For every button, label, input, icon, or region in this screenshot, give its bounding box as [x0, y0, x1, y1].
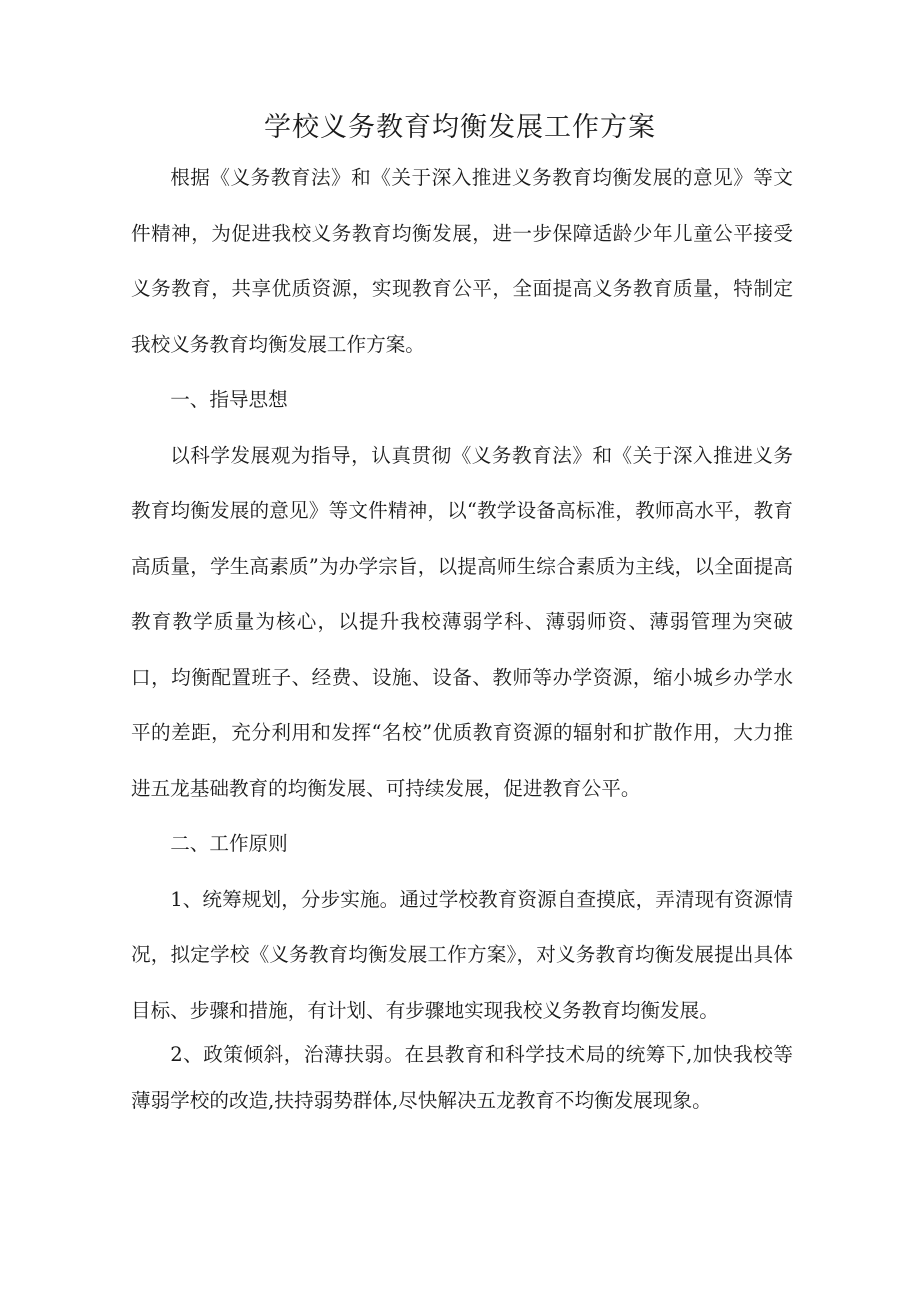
- principle-1-paragraph: 1、统筹规划，分步实施。通过学校教育资源自查摸底，弄清现有资源情况，拟定学校《义务教育均衡发展工作方案》，对义务教育均衡发展提出具体目标、步骤和措施，有计划、有步骤地实现我校义务教育均衡发展。: [131, 887, 793, 1022]
- intro-paragraph: 根据《义务教育法》和《关于深入推进义务教育均衡发展的意见》等文件精神，为促进我校义务教育均衡发展，进一步保障适龄少年儿童公平接受义务教育，共享优质资源，实现教育公平，全面提高义务教育质量，特制定我校义务教育均衡发展工作方案。: [131, 166, 793, 356]
- guiding-thought-paragraph: 以科学发展观为指导，认真贯彻《义务教育法》和《关于深入推进义务教育均衡发展的意见》等文件精神，以“教学设备高标准，教师高水平，教育高质量，学生高素质”为办学宗旨，以提高师生综合素质为主线，以全面提高教育教学质量为核心，以提升我校薄弱学科、薄弱师资、薄弱管理为突破口，均衡配置班子、经费、设施、设备、教师等办学资源，缩小城乡办学水平的差距，充分利用和发挥“名校”优质教育资源的辐射和扩散作用，大力推进五龙基础教育的均衡发展、可持续发展，促进教育公平。: [131, 443, 793, 800]
- principle-2-paragraph: 2、政策倾斜，治薄扶弱。在县教育和科学技术局的统筹下,加快我校等薄弱学校的改造,扶持弱势群体,尽快解决五龙教育不均衡发展现象。: [131, 1043, 793, 1112]
- document-body: [131, 150, 793, 1124]
- document-title: 学校义务教育均衡发展工作方案: [264, 112, 656, 143]
- section-heading-guiding-thought: 一、指导思想: [170, 388, 288, 411]
- section-heading-work-principles: 二、工作原则: [170, 832, 288, 855]
